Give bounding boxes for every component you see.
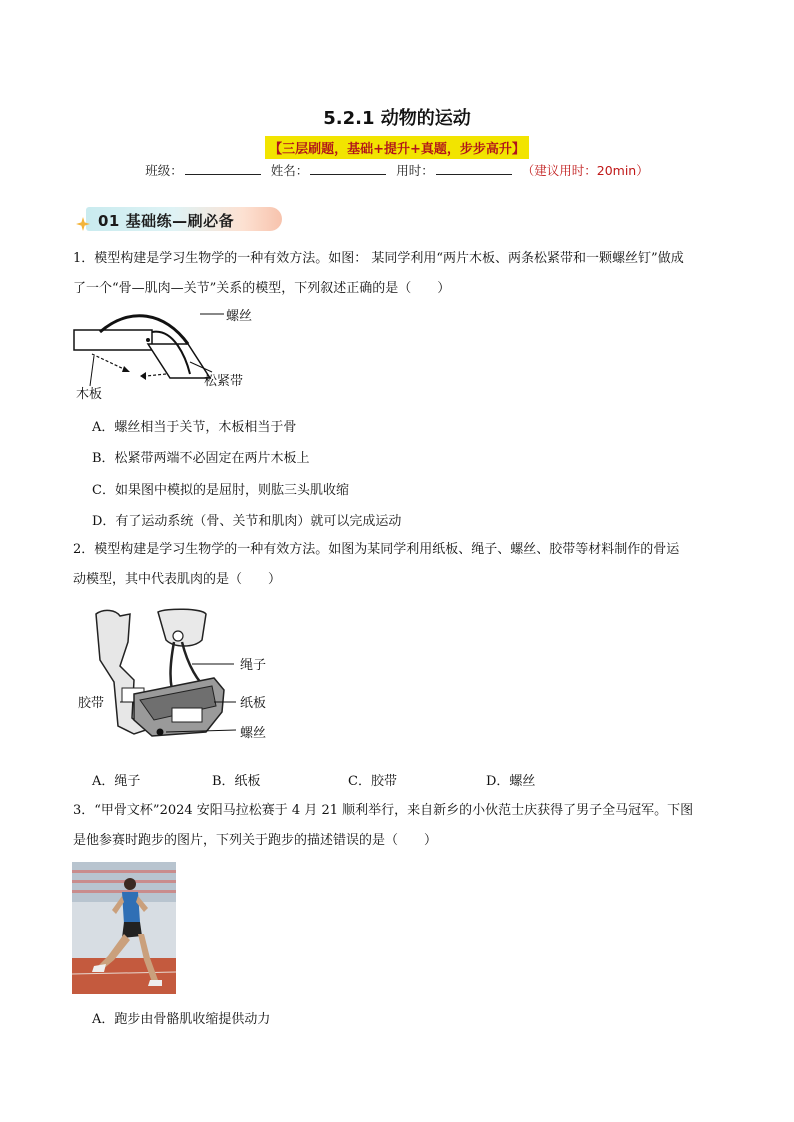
suggested-time: （建议用时：20min） [521,163,649,178]
question-3-line-1: 3．“甲骨文杯”2024 安阳马拉松赛于 4 月 21 顺利举行，来自新乡的小伙范士庆获得了男子全马冠军。下图 [73,803,694,818]
meta-line [0,161,794,179]
class-label: 班级： [145,163,183,178]
question-1-line-2: 了一个“骨—肌肉—关节”关系的模型，下列叙述正确的是（ ） [73,281,451,296]
arrow-head-left [122,366,130,372]
question-1-option-b[interactable]: B．松紧带两端不必固定在两片木板上 [92,451,310,466]
question-2-option-c[interactable]: C．胶带 [348,774,397,789]
arrow-right [146,374,166,376]
question-2-option-d[interactable]: D．螺丝 [486,774,536,789]
question-2-line-2: 动模型，其中代表肌肉的是（ ） [73,572,282,587]
question-3-option-a[interactable]: A．跑步由骨骼肌收缩提供动力 [92,1012,271,1027]
figure-label-screw: 螺丝 [226,309,253,324]
class-blank[interactable] [185,163,261,175]
question-2-line-1: 2．模型构建是学习生物学的一种有效方法。如图为某同学利用纸板、绳子、螺丝、胶带等材料制作的骨运 [73,542,680,557]
question-3-line-2: 是他参赛时跑步的图片，下列关于跑步的描述错误的是（ ） [73,833,438,848]
cardboard-hand-right [158,609,206,646]
question-1-option-c[interactable]: C．如果图中模拟的是屈肘，则肱三头肌收缩 [92,483,349,498]
figure-label-band: 松紧带 [204,374,244,389]
screw-icon [157,729,164,736]
sparkle-icon [76,217,90,231]
subtitle-banner: 【三层刷题，基础+提升+真题，步步高升】 [265,136,529,159]
section-label: 01 基础练—刷必备 [98,212,235,230]
name-blank[interactable] [310,163,386,175]
runner-photo [72,862,176,994]
figure-label-cardboard: 纸板 [240,696,267,711]
question-1-option-a[interactable]: A．螺丝相当于关节，木板相当于骨 [92,420,297,435]
question-2-text [73,535,733,595]
arrow-head-right [140,372,146,380]
track-icon [72,958,176,994]
question-2-option-b[interactable]: B．纸板 [212,774,261,789]
question-3-text [73,796,733,856]
screw-icon [146,338,150,342]
question-1-figure [70,308,270,408]
figure-label-screw: 螺丝 [240,726,267,741]
question-1-line-1: 1．模型构建是学习生物学的一种有效方法。如图： 某同学利用“两片木板、两条松紧带和一颗螺丝钉”做成 [73,251,684,266]
section-header [76,205,286,233]
leader-board [90,356,94,386]
board-upper [74,330,152,350]
knot-icon [173,631,183,641]
time-label: 用时： [396,163,434,178]
subtitle-wrap [0,136,794,159]
name-label: 姓名： [270,163,309,178]
tape-right [172,708,202,722]
question-1-text [73,244,733,304]
figure-label-tape: 胶带 [78,696,105,711]
figure-label-board: 木板 [76,387,103,402]
question-1-option-d[interactable]: D．有了运动系统（骨、关节和肌肉）就可以完成运动 [92,514,402,529]
page-title: 5.2.1 动物的运动 [323,108,471,129]
question-2-figure [74,608,284,746]
question-2-option-a[interactable]: A．绳子 [92,774,141,789]
figure-label-rope: 绳子 [240,658,267,673]
arrow-left [92,354,126,370]
time-blank[interactable] [436,163,512,175]
